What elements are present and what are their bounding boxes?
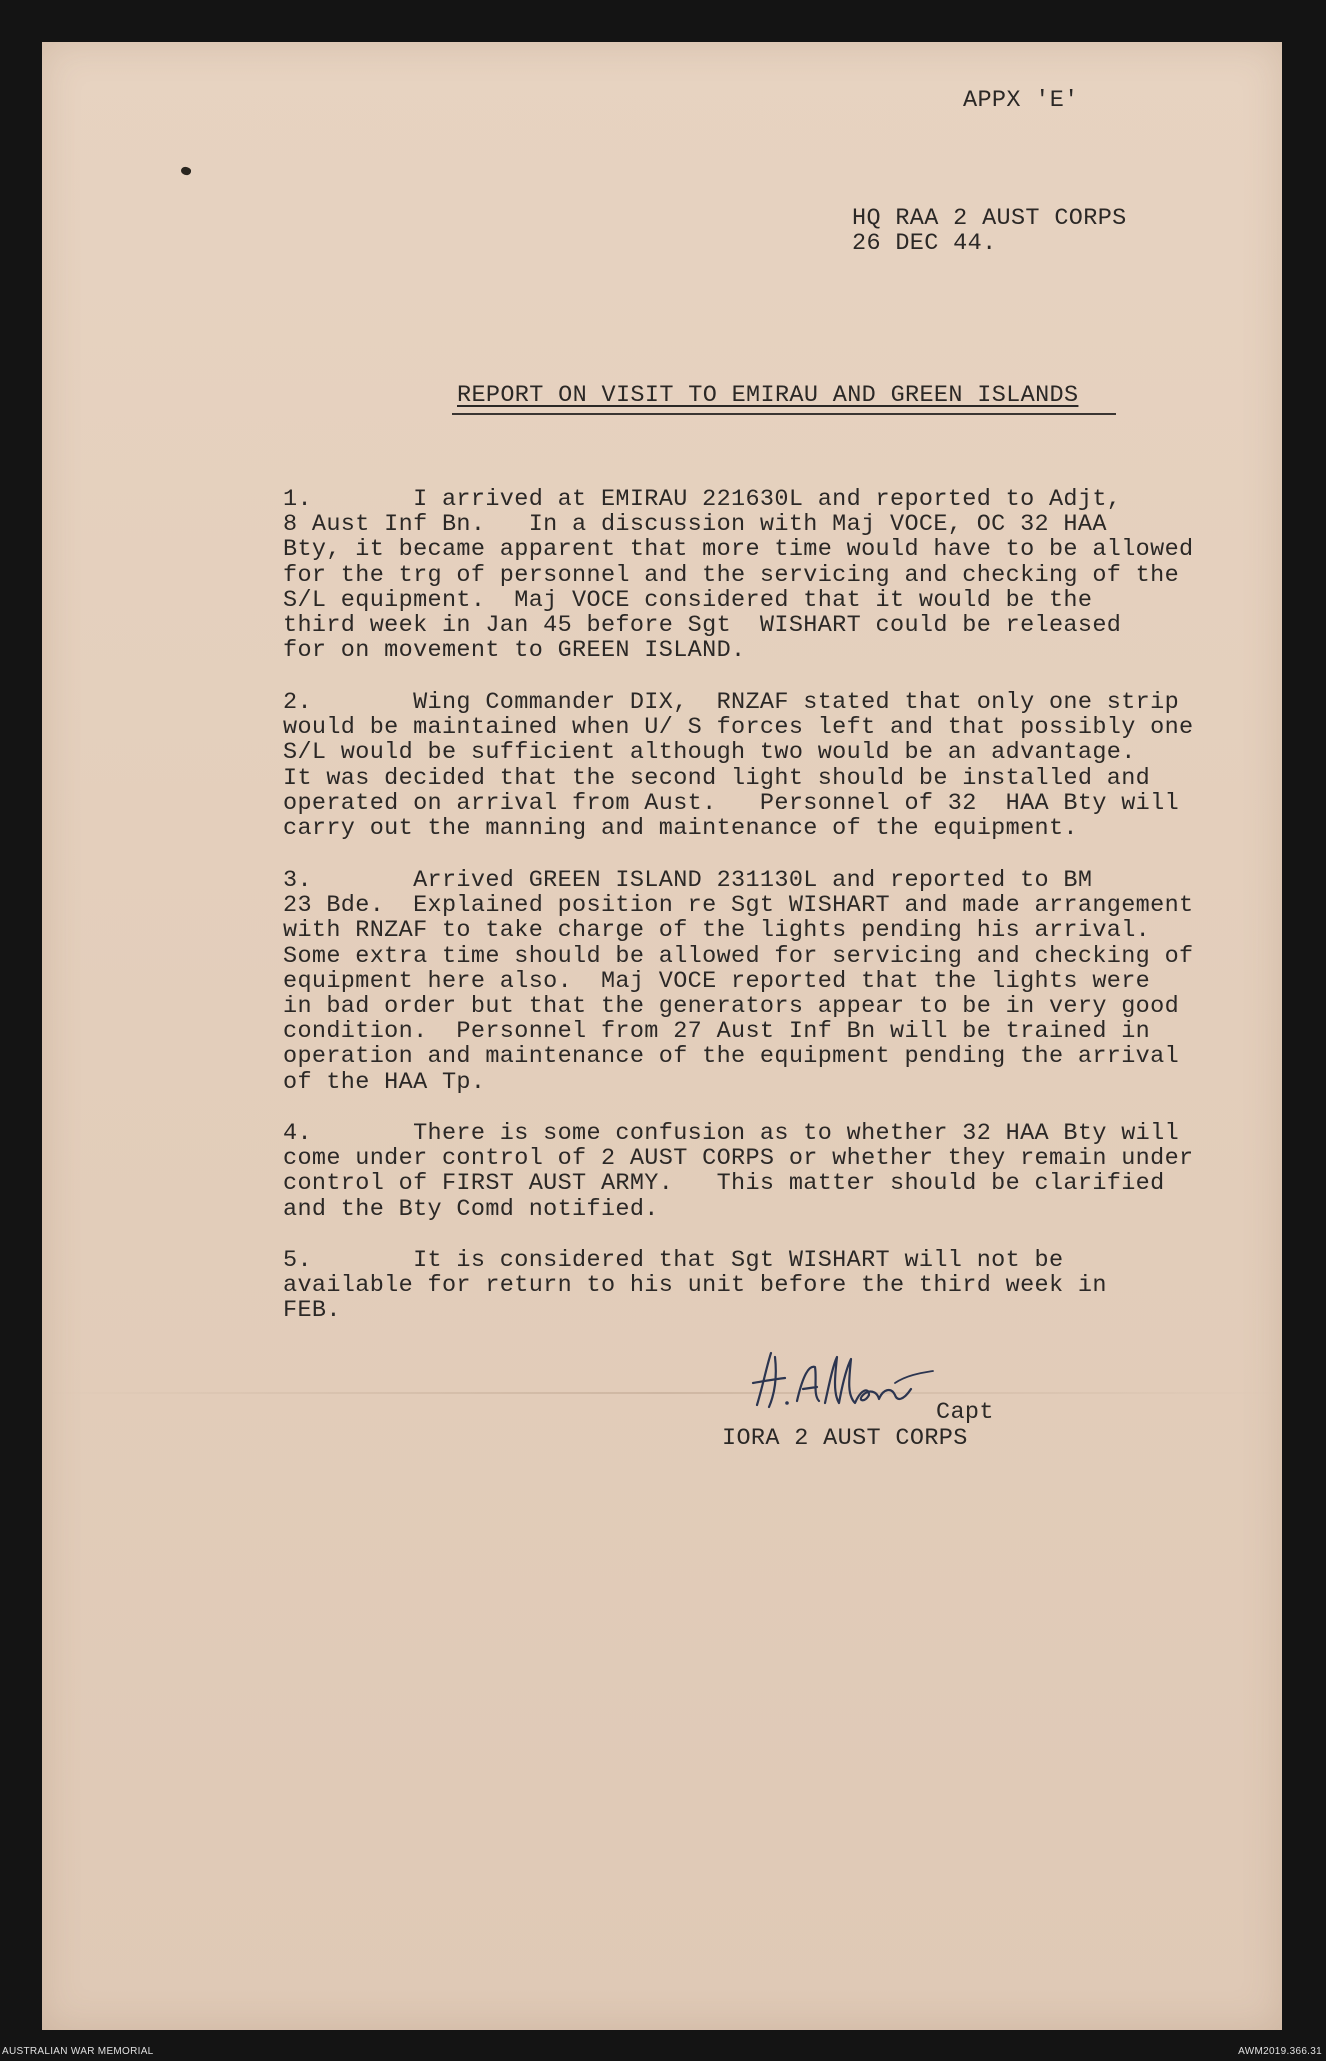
- punch-hole: [180, 166, 192, 177]
- paragraph-1: 1. I arrived at EMIRAU 221630L and reported to Adjt, 8 Aust Inf Bn. In a discussion with Maj VOCE, OC 32 HAA Bty, it became apparent that more time would have to be allowed for the trg of personnel and the servicing and checking of the S/L equipment. Maj VOCE considered that it would be the third week in Jan 45 before Sgt WISHART could be released for on movement to GREEN ISLAND.: [283, 486, 1194, 665]
- signature-rank: Capt: [936, 1399, 994, 1426]
- signature-unit: IORA 2 AUST CORPS: [722, 1425, 968, 1452]
- header-block: [852, 206, 1127, 256]
- report-title: REPORT ON VISIT TO EMIRAU AND GREEN ISLANDS: [457, 382, 1079, 409]
- appendix-label: APPX 'E': [963, 87, 1079, 114]
- footer-archive-name: AUSTRALIAN WAR MEMORIAL: [2, 2046, 154, 2057]
- paper-fold-crease: [42, 1392, 1282, 1394]
- paragraph-4: 4. There is some confusion as to whether 32 HAA Bty will come under control of 2 AUST CORPS or whether they remain under control of FIRST AUST ARMY. This matter should be clarified and the Bty Comd notified.: [283, 1120, 1194, 1223]
- handwritten-signature: [745, 1345, 945, 1415]
- header-unit: HQ RAA 2 AUST CORPS: [852, 205, 1127, 232]
- paragraph-2: 2. Wing Commander DIX, RNZAF stated that only one strip would be maintained when U/ S forces left and that possibly one S/L would be sufficient although two would be an advantage. It was decided that the second light should be installed and operated on arrival from Aust. Personnel of 32 HAA Bty will carry out the manning and maintenance of the equipment.: [283, 689, 1194, 843]
- paragraph-3: 3. Arrived GREEN ISLAND 231130L and reported to BM 23 Bde. Explained position re Sgt WISHART and made arrangement with RNZAF to take charge of the lights pending his arrival. Some extra time should be allowed for servicing and checking of equipment here also. Maj VOCE reported that the lights were in bad order but that the generators appear to be in very good condition. Personnel from 27 Aust Inf Bn will be trained in operation and maintenance of the equipment pending the arrival of the HAA Tp.: [283, 867, 1194, 1096]
- paragraph-5: 5. It is considered that Sgt WISHART will not be available for return to his unit before the third week in FEB.: [283, 1247, 1107, 1325]
- footer-accession-number: AWM2019.366.31: [1238, 2046, 1322, 2057]
- title-underline: [452, 413, 1116, 415]
- header-date: 26 DEC 44.: [852, 230, 997, 258]
